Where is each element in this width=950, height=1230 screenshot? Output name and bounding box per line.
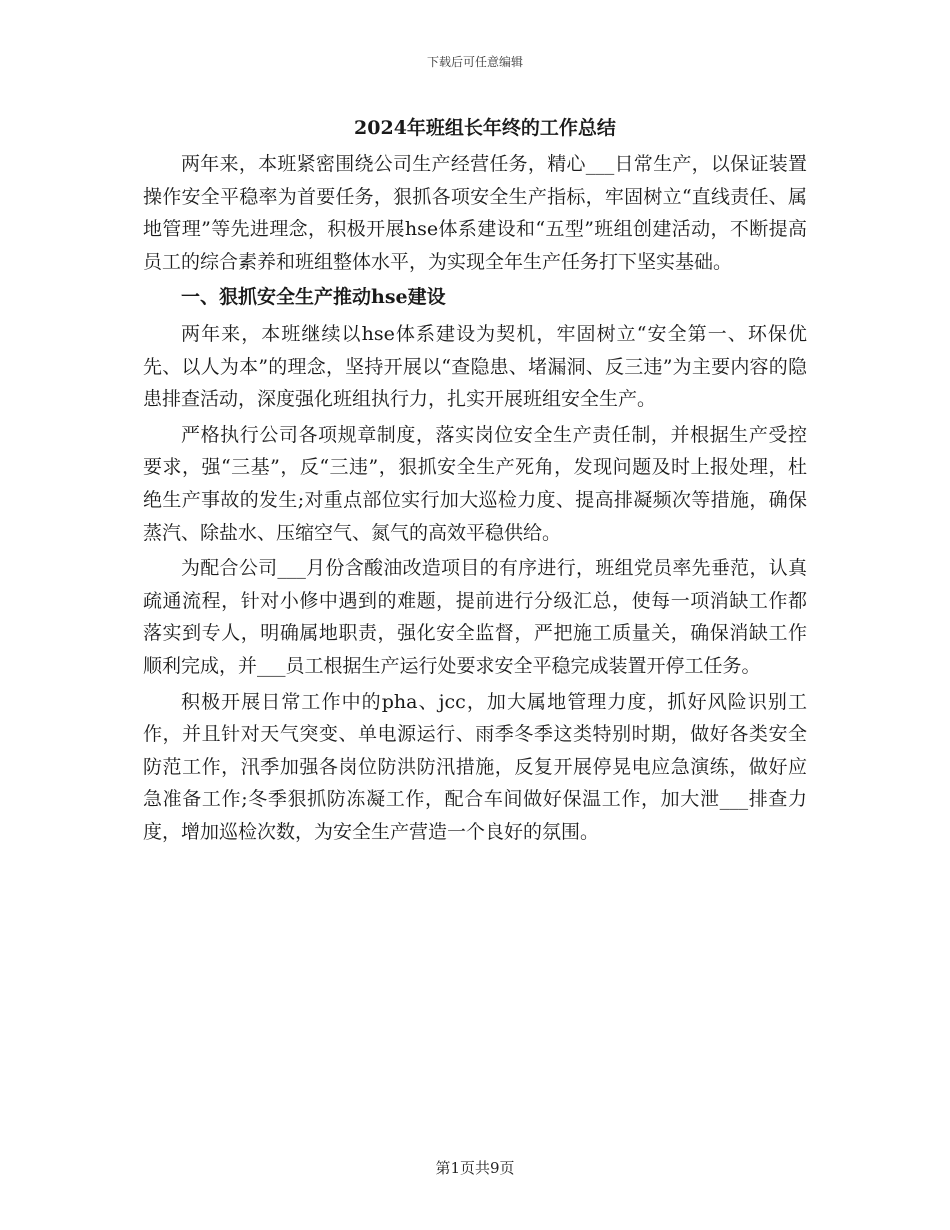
paragraph: 积极开展日常工作中的pha、jcc，加大属地管理力度，抓好风险识别工作，并且针对天气突变、单电源运行、雨季冬季这类特别时期，做好各类安全防范工作，汛季加强各岗位防洪防汛措施，反复开展停晃电应急演练，做好应急准备工作;冬季狠抓防冻凝工作，配合车间做好保温工作，加大泄___排查力度，增加巡检次数，为安全生产营造一个良好的氛围。 (143, 690, 807, 843)
document-body (143, 112, 807, 851)
page-footer: 第1页共9页 (435, 1159, 515, 1177)
paragraph: 为配合公司___月份含酸油改造项目的有序进行，班组党员率先垂范，认真疏通流程，针对小修中遇到的难题，提前进行分级汇总，使每一项消缺工作都落实到专人，明确属地职责，强化安全监督，严把施工质量关，确保消缺工作顺利完成，并___员工根据生产运行处要求安全平稳完成装置开停工任务。 (143, 557, 807, 677)
section-heading: 一、狠抓安全生产推动hse建设 (181, 286, 446, 309)
paragraph-intro: 两年来，本班紧密围绕公司生产经营任务，精心___日常生产，以保证装置操作安全平稳率为首要任务，狠抓各项安全生产指标，牢固树立“直线责任、属地管理”等先进理念，积极开展hse体系建设和“五型”班组创建活动，不断提高员工的综合素养和班组整体水平，为实现全年生产任务打下坚实基础。 (143, 153, 807, 273)
document-title: 2024年班组长年终的工作总结 (354, 117, 616, 139)
header-note: 下载后可任意编辑 (426, 55, 523, 69)
paragraph: 两年来，本班继续以hse体系建设为契机，牢固树立“安全第一、环保优先、以人为本”的理念，坚持开展以“查隐患、堵漏洞、反三违”为主要内容的隐患排查活动，深度强化班组执行力，扎实开展班组安全生产。 (143, 322, 807, 411)
paragraph: 严格执行公司各项规章制度，落实岗位安全生产责任制，并根据生产受控要求，强“三基”，反“三违”，狠抓安全生产死角，发现问题及时上报处理，杜绝生产事故的发生;对重点部位实行加大巡检力度、提高排凝频次等措施，确保蒸汽、除盐水、压缩空气、氮气的高效平稳供给。 (143, 423, 807, 544)
